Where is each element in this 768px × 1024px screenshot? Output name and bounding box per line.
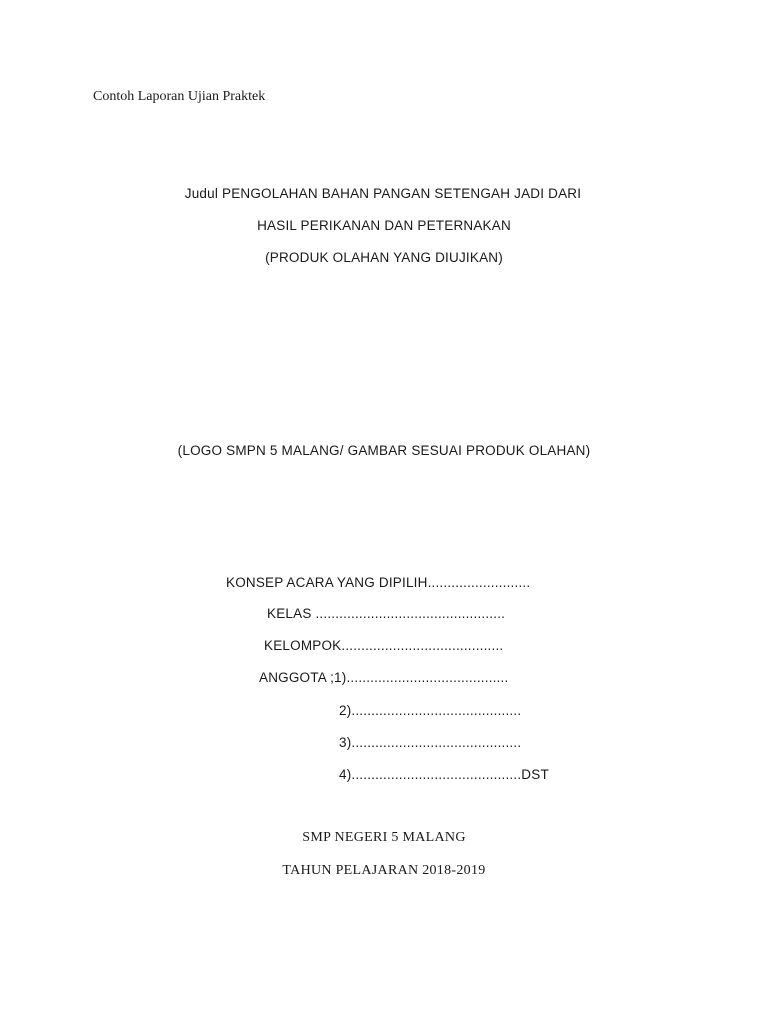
field-kelompok: KELOMPOK......................................... bbox=[264, 638, 504, 653]
field-anggota-4: 4)...........................................DST bbox=[339, 767, 549, 782]
field-anggota-3: 3)........................................... bbox=[339, 735, 522, 750]
field-anggota-2: 2)........................................... bbox=[339, 703, 522, 718]
document-header-text: Contoh Laporan Ujian Praktek bbox=[93, 89, 266, 104]
logo-placeholder-text: (LOGO SMPN 5 MALANG/ GAMBAR SESUAI PRODUK OLAHAN) bbox=[177, 443, 591, 458]
title-line-1: Judul PENGOLAHAN BAHAN PANGAN SETENGAH JADI DARI bbox=[184, 186, 582, 201]
field-anggota-1: ANGGOTA ;1)......................................... bbox=[259, 670, 509, 685]
footer-academic-year: TAHUN PELAJARAN 2018-2019 bbox=[282, 863, 486, 878]
field-kelas: KELAS ................................................ bbox=[267, 606, 506, 621]
footer-school-name: SMP NEGERI 5 MALANG bbox=[302, 830, 466, 845]
title-line-3: (PRODUK OLAHAN YANG DIUJIKAN) bbox=[265, 250, 503, 265]
field-konsep-acara: KONSEP ACARA YANG DIPILIH.......................... bbox=[226, 575, 531, 590]
title-line-2: HASIL PERIKANAN DAN PETERNAKAN bbox=[257, 218, 511, 233]
